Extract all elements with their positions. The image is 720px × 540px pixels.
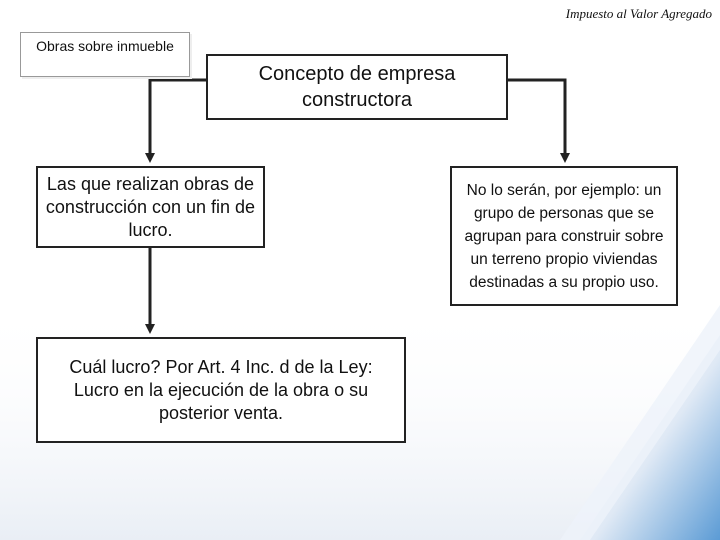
box-concepto-text: Concepto de empresa constructora [258,63,456,111]
arrow-center-to-left [150,80,206,158]
box-fin-de-lucro-text: Las que realizan obras de construcción con un fin de lucro. [45,173,256,240]
box-obras-sobre-inmueble-text: Obras sobre inmueble [36,38,174,54]
arrow-center-to-right [508,80,565,158]
slide-header: Impuesto al Valor Agregado [565,6,712,21]
box-concepto-empresa-constructora [206,54,508,120]
box-excepcion-uso-propio [450,166,678,306]
box-excepcion-text: No lo serán, por ejemplo: un grupo de personas que se agrupan para construir sobre un terreno propio viviendas destinadas a su propio uso. [464,181,664,291]
box-obras-sobre-inmueble [20,32,190,77]
box-cual-lucro-text: Cuál lucro? Por Art. 4 Inc. d de la Ley: Lucro en la ejecución de la obra o su posterior venta. [69,356,373,423]
box-obras-con-fin-de-lucro [36,166,265,248]
box-cual-lucro [36,337,406,443]
